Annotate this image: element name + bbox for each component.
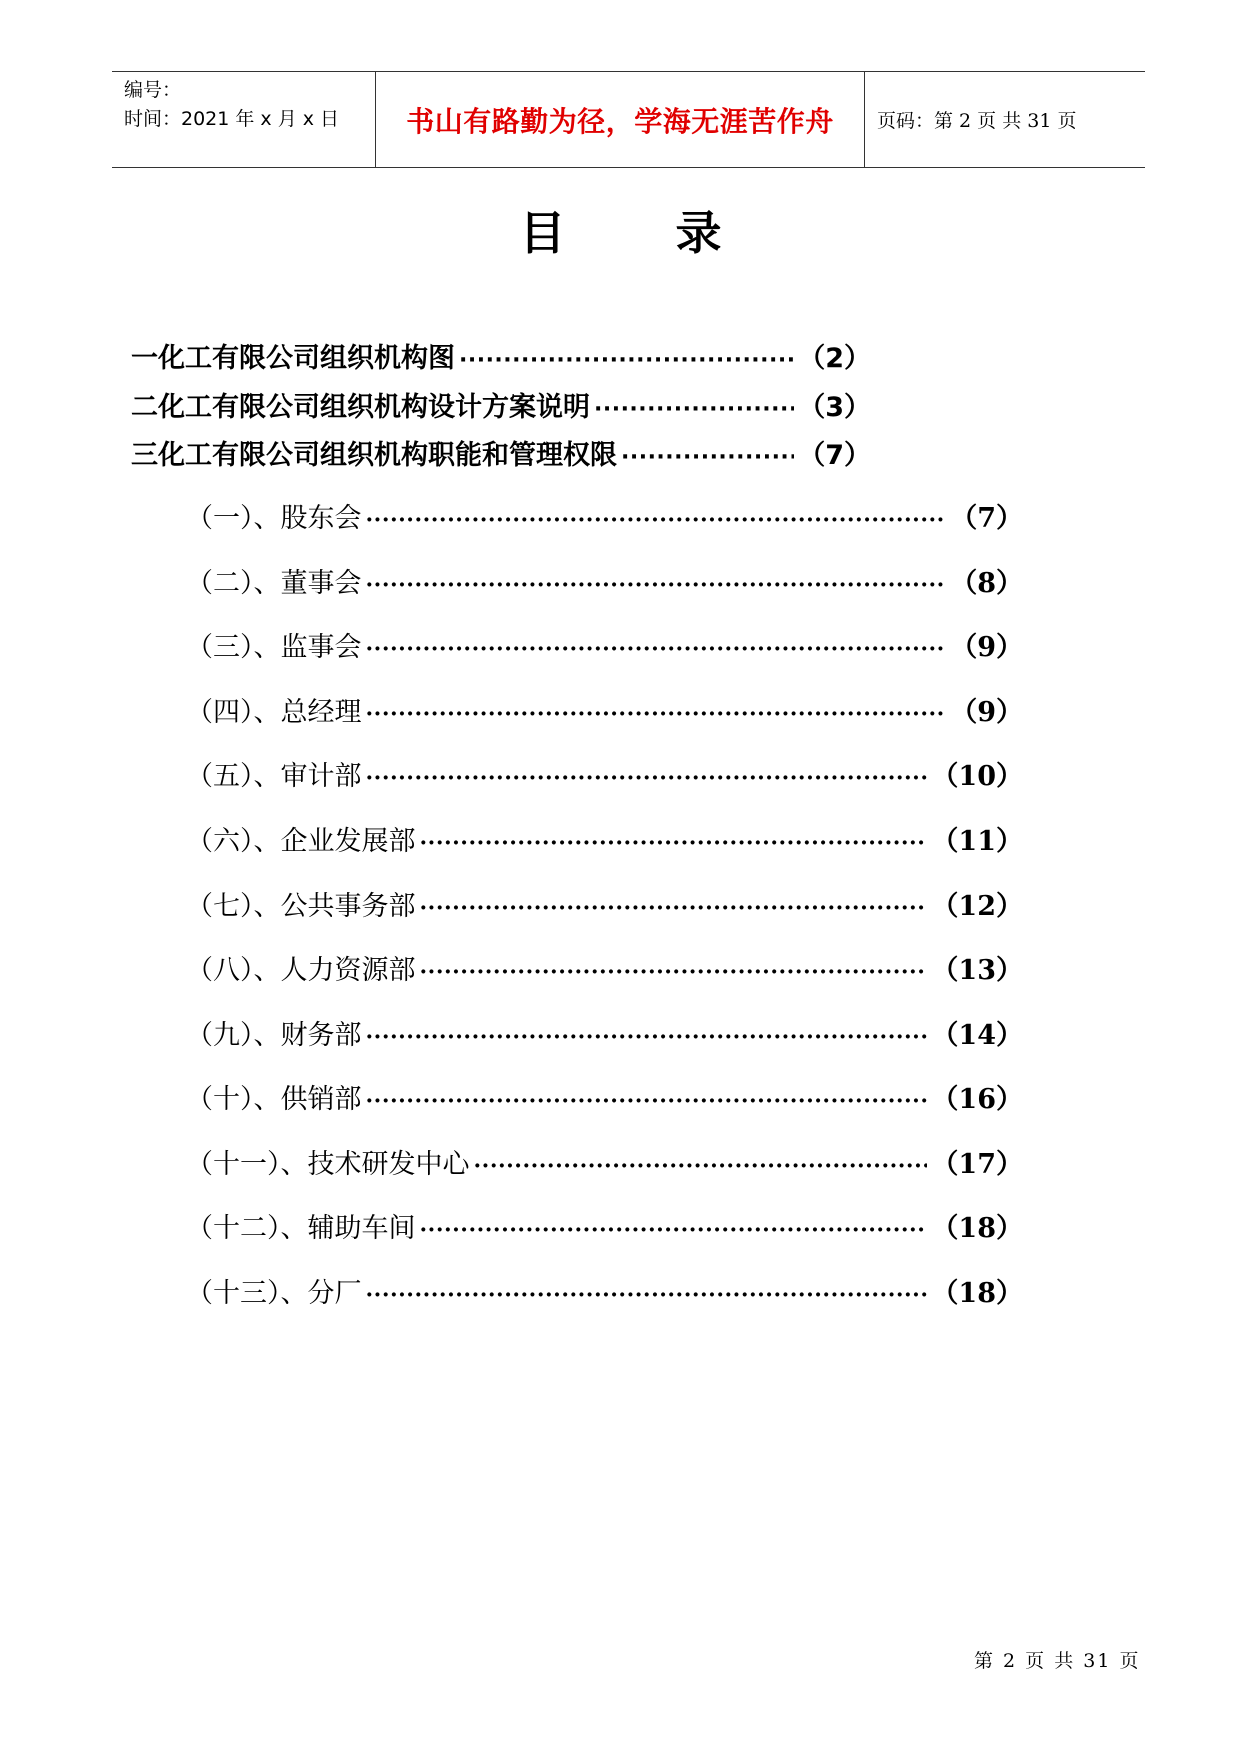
toc-entry-minor[interactable] <box>186 1271 1023 1310</box>
toc-entry-major[interactable] <box>131 336 871 375</box>
toc-entry-page: （17） <box>931 1149 1023 1180</box>
toc-entry-label: （一）、股东会 <box>186 503 362 534</box>
toc-entry-minor[interactable] <box>186 884 1023 923</box>
header-slogan: 书山有路勤为径，学海无涯苦作舟 <box>375 72 865 167</box>
dot-leader <box>366 636 947 662</box>
toc-entry-minor[interactable] <box>186 690 1023 729</box>
toc-entry-minor[interactable] <box>186 1142 1023 1181</box>
toc-entry-major[interactable] <box>131 433 871 472</box>
toc-entry-label: 化工有限公司组织机构职能和管理权限 <box>158 440 617 471</box>
toc-entry-label: （七）、公共事务部 <box>186 891 416 922</box>
toc-entry-label: （四）、总经理 <box>186 697 362 728</box>
toc-entry-number: 三 <box>131 440 158 471</box>
toc-entry-page: （8） <box>950 568 1023 599</box>
dot-leader <box>366 701 947 727</box>
dot-leader <box>366 572 947 598</box>
toc-entry-minor[interactable] <box>186 625 1023 664</box>
dot-leader <box>366 765 928 791</box>
number-label: 编号： <box>124 79 182 101</box>
toc-entry-label: （十二）、辅助车间 <box>186 1213 416 1244</box>
dot-leader <box>621 445 794 470</box>
toc-entry-minor[interactable] <box>186 1206 1023 1245</box>
toc-entry-label: （十）、供销部 <box>186 1084 362 1115</box>
toc-entry-label: （六）、企业发展部 <box>186 826 416 857</box>
toc-entry-page: （16） <box>931 1084 1023 1115</box>
toc-entry-page: （14） <box>931 1020 1023 1051</box>
dot-leader <box>366 507 947 533</box>
dot-leader <box>594 397 794 422</box>
page-title: 目录 <box>519 206 832 260</box>
page-footer: 第 2 页 共 31 页 <box>974 1650 1141 1672</box>
dot-leader <box>366 1088 928 1114</box>
toc-entry-label: 化工有限公司组织机构图 <box>158 343 455 374</box>
dot-leader <box>366 1024 928 1050</box>
dot-leader <box>420 895 928 921</box>
dot-leader <box>459 348 794 373</box>
toc-entry-minor[interactable] <box>186 1077 1023 1116</box>
toc-entry-page: （18） <box>931 1278 1023 1309</box>
dot-leader <box>420 1217 928 1243</box>
toc-entry-label: （三）、监事会 <box>186 632 362 663</box>
toc-entry-page: （12） <box>931 891 1023 922</box>
header-page-info: 页码：第 2 页 共 31 页 <box>877 110 1077 132</box>
toc-entry-page: （7） <box>950 503 1023 534</box>
toc-entry-minor[interactable] <box>186 754 1023 793</box>
toc-entry-page: （10） <box>931 761 1023 792</box>
toc-entry-page: （18） <box>931 1213 1023 1244</box>
toc-entry-minor[interactable] <box>186 1013 1023 1052</box>
toc-entry-label: （五）、审计部 <box>186 761 362 792</box>
toc-entry-label: （九）、财务部 <box>186 1020 362 1051</box>
toc-entry-number: 一 <box>131 343 158 374</box>
toc-entry-page: （9） <box>950 697 1023 728</box>
toc-entry-minor[interactable] <box>186 561 1023 600</box>
toc-entry-page: （3） <box>798 392 871 423</box>
toc-entry-minor[interactable] <box>186 948 1023 987</box>
toc-entry-page: （7） <box>798 440 871 471</box>
toc-entry-label: （八）、人力资源部 <box>186 955 416 986</box>
toc-entry-label: （十一）、技术研发中心 <box>186 1149 470 1180</box>
toc-entry-page: （2） <box>798 343 871 374</box>
time-label: 时间：2021 年 x 月 x 日 <box>124 108 340 130</box>
toc-entry-minor[interactable] <box>186 496 1023 535</box>
toc-entry-label: （二）、董事会 <box>186 568 362 599</box>
dot-leader <box>366 1282 928 1308</box>
toc-entry-minor[interactable] <box>186 819 1023 858</box>
dot-leader <box>420 959 928 985</box>
toc-entry-page: （9） <box>950 632 1023 663</box>
toc-entry-major[interactable] <box>131 385 871 424</box>
toc-entry-label: （十三）、分厂 <box>186 1278 362 1309</box>
dot-leader <box>474 1153 928 1179</box>
toc-entry-page: （11） <box>931 826 1023 857</box>
header-meta <box>112 72 375 167</box>
toc-entry-number: 二 <box>131 392 158 423</box>
dot-leader <box>420 830 928 856</box>
toc-entry-page: （13） <box>931 955 1023 986</box>
page-header <box>112 71 1145 168</box>
toc-entry-label: 化工有限公司组织机构设计方案说明 <box>158 392 590 423</box>
